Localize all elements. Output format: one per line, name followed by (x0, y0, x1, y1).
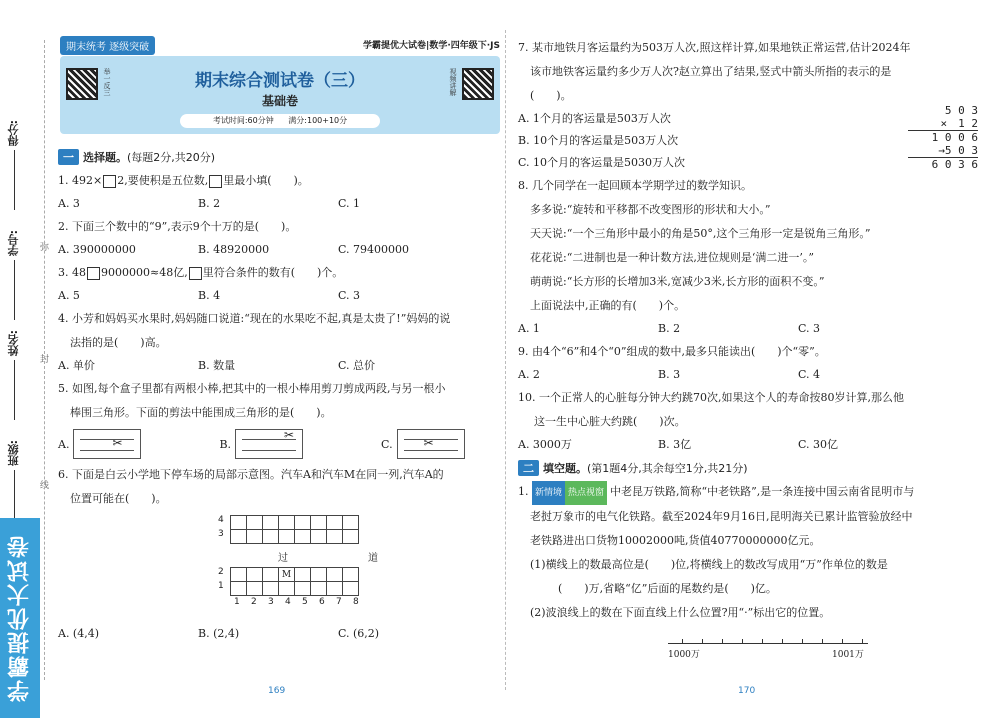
axis-label-right: 1001万 (832, 650, 864, 660)
class-field-label: 班级: (7, 440, 20, 467)
question-3: 3. 48 9000000≈48亿, 里符合条件的数有( )个。 (58, 266, 344, 279)
score-field-label: 得分: (7, 120, 20, 147)
option-c[interactable]: C. 10个月的客运量是5030万人次 (518, 156, 686, 169)
aisle-label: 过 道 (278, 553, 378, 564)
stick-box-figure (235, 429, 303, 459)
student-id-blank[interactable] (14, 260, 15, 320)
option-b[interactable]: B. 2 (198, 197, 221, 210)
question-2: 2. 下面三个数中的“9”,表示9个十万的是( )。 (58, 220, 297, 233)
exam-header (60, 56, 500, 134)
question-4: 4. 小芳和妈妈买水果时,妈妈随口说道:“现在的水果吃不起,真是太贵了!”妈妈的说 法指的是( )高。 (58, 312, 451, 349)
option-c[interactable]: C. 4 (798, 368, 821, 381)
option-b[interactable]: B. 3 (658, 368, 681, 381)
exam-subtitle: 基础卷 (261, 94, 298, 108)
series-label: 学霸提优大试卷|数学·四年级下·JS (363, 41, 500, 51)
student-id-field-label: 学号: (7, 230, 20, 257)
seal-line (44, 40, 45, 680)
option-a[interactable]: A. 390000000 (58, 243, 136, 256)
left-column (58, 145, 498, 645)
section-heading: 二 填空题。(第1题4分,其余每空1分,共21分) (518, 460, 978, 476)
option-c[interactable]: C. 3 (798, 322, 821, 335)
page-number: 169 (268, 686, 286, 696)
options (518, 318, 978, 340)
exam-score: 满分:100+10分 (288, 116, 348, 125)
option-a[interactable]: A. 5 (58, 289, 80, 302)
options (518, 364, 978, 386)
option-a[interactable]: A. 2 (518, 368, 540, 381)
qr-code-icon[interactable] (462, 68, 494, 100)
page-number: 170 (738, 686, 756, 696)
answer-box[interactable] (209, 175, 222, 188)
option-b[interactable]: B. 10个月的客运量是503万人次 (518, 134, 679, 147)
right-column (518, 36, 989, 665)
options (518, 434, 978, 456)
top-bar (60, 36, 500, 56)
options (58, 193, 498, 215)
question-9: 9. 由4个“6”和4个“0”组成的数中,最多只能读出( )个“零”。 (518, 345, 826, 358)
option-a[interactable]: A. 1个月的客运量是503万人次 (518, 112, 671, 125)
axis-label-left: 1000万 (668, 650, 700, 660)
parking-lot-diagram: 4 3 过 道 2 1 M 1 2 3 4 5 6 7 8 (218, 515, 378, 607)
option-a[interactable]: A. (4,4) (58, 627, 100, 640)
option-b[interactable]: B. 2 (658, 322, 681, 335)
fill-question-1: 1. 新情境 热点视窗 中老昆万铁路,简称“中老铁路”,是一条连接中国云南省昆明市与 老挝万象市的电气化铁路。截至2024年9月16日,昆明海关已累计监管验放经中 老铁路进出口货物10002000吨,货值40770000000亿元。 (1)横线上的数最高位是( )位,将横线上的数改写成用“万”作单位的数是 ( )万,省略“亿”后面的尾数约是( )亿。 (2)波浪线上的数在下面直线上什么位置?用“·”标出它的位置。 (518, 480, 978, 625)
exam-info (180, 114, 380, 128)
class-blank[interactable] (14, 470, 15, 520)
exam-tag: 期末统考 逐级突破 (60, 36, 155, 55)
question-5: 5. 如图,每个盒子里都有两根小棒,把其中的一根小棒用剪刀剪成两段,与另一根小 棒围三角形。下面的剪法中能围成三角形的是( )。 (58, 382, 446, 419)
option-c[interactable]: C. ✂ (381, 429, 465, 459)
question-6: 6. 下面是白云小学地下停车场的局部示意图。汽车A和汽车M在同一列,汽车A的 位置可能在( )。 (58, 468, 444, 505)
car-m: M (279, 568, 295, 582)
scissors-icon: ✂ (112, 436, 123, 450)
option-b[interactable]: B. ✂ (219, 429, 303, 459)
new-context-tag: 新情境 (532, 481, 565, 505)
stick-box-figure (73, 429, 141, 459)
number-line[interactable] (668, 639, 868, 665)
option-b[interactable]: B. 3亿 (658, 438, 692, 451)
answer-box[interactable] (103, 175, 116, 188)
option-b[interactable]: B. 48920000 (198, 243, 270, 256)
name-field-label: 姓名: (7, 330, 20, 357)
question-8: 8. 几个同学在一起回顾本学期学过的数学知识。 多多说:“旋转和平移都不改变图形的形状和大小。” 天天说:“一个三角形中最小的角是50°,这个三角形一定是锐角三角形。” 花花说:“二进制也是一种计数方法,进位规则是‘满二进一’。” 萌萌说:“长方形的长增加3米,宽减少3米,长方形的面积不变。” 上面说法中,正确的有( )个。 (518, 179, 871, 312)
score-blank[interactable] (14, 150, 15, 210)
option-c[interactable]: C. 3 (338, 289, 361, 302)
scissors-icon: ✂ (423, 436, 434, 450)
option-c[interactable]: C. (6,2) (338, 627, 380, 640)
brand-logo: 学霸提优大试卷 (0, 518, 40, 718)
option-a[interactable]: A. 3000万 (518, 438, 572, 451)
option-b[interactable]: B. 数量 (198, 359, 236, 372)
cut-options (58, 429, 498, 459)
scissors-icon: ✂ (284, 428, 295, 442)
option-a[interactable]: A. 3 (58, 197, 80, 210)
answer-box[interactable] (189, 267, 202, 280)
page-divider (505, 30, 506, 690)
vertical-calculation: 5 0 3 × 1 2 1 0 0 6 →5 0 3 6 0 3 6 (908, 104, 978, 171)
option-c[interactable]: C. 30亿 (798, 438, 839, 451)
option-b[interactable]: B. 4 (198, 289, 221, 302)
parking-rows-bottom (230, 567, 359, 596)
seal-mark: 弥 (40, 243, 50, 253)
question-10: 10. 一个正常人的心脏每分钟大约跳70次,如果这个人的寿命按80岁计算,那么他 这一生中心脏大约跳( )次。 (518, 391, 904, 428)
options (58, 239, 498, 261)
parking-rows-top (230, 515, 359, 544)
seal-mark: 线 (40, 481, 50, 491)
option-a[interactable]: A. ✂ (58, 429, 141, 459)
option-a[interactable]: A. 单价 (58, 359, 95, 372)
seal-mark: 封 (40, 355, 50, 365)
options (58, 355, 498, 377)
option-a[interactable]: A. 1 (518, 322, 540, 335)
exam-time: 考试时间:60分钟 (212, 116, 274, 125)
question-7: 7. 某市地铁月客运量约为503万人次,照这样计算,如果地铁正常运营,估计2024年 该市地铁客运量约多少万人次?赵立算出了结果,竖式中箭头所指的表示的是 ( )。 (518, 41, 911, 102)
stick-box-figure (397, 429, 465, 459)
option-c[interactable]: C. 1 (338, 197, 361, 210)
section-heading: 一 选择题。(每题2分,共20分) (58, 149, 498, 165)
option-c[interactable]: C. 总价 (338, 359, 376, 372)
options (58, 285, 498, 307)
hot-topic-tag: 热点视窗 (565, 481, 607, 505)
exam-title: 期末综合测试卷（三） (195, 71, 365, 91)
name-blank[interactable] (14, 360, 15, 420)
qr-label: 举一反三 (103, 68, 111, 96)
option-b[interactable]: B. (2,4) (198, 627, 240, 640)
qr-label: 视频讲解 (449, 68, 457, 96)
question-1: 1. 492× 2,要使积是五位数, 里最小填( )。 (58, 174, 309, 187)
answer-box[interactable] (87, 267, 100, 280)
option-c[interactable]: C. 79400000 (338, 243, 410, 256)
